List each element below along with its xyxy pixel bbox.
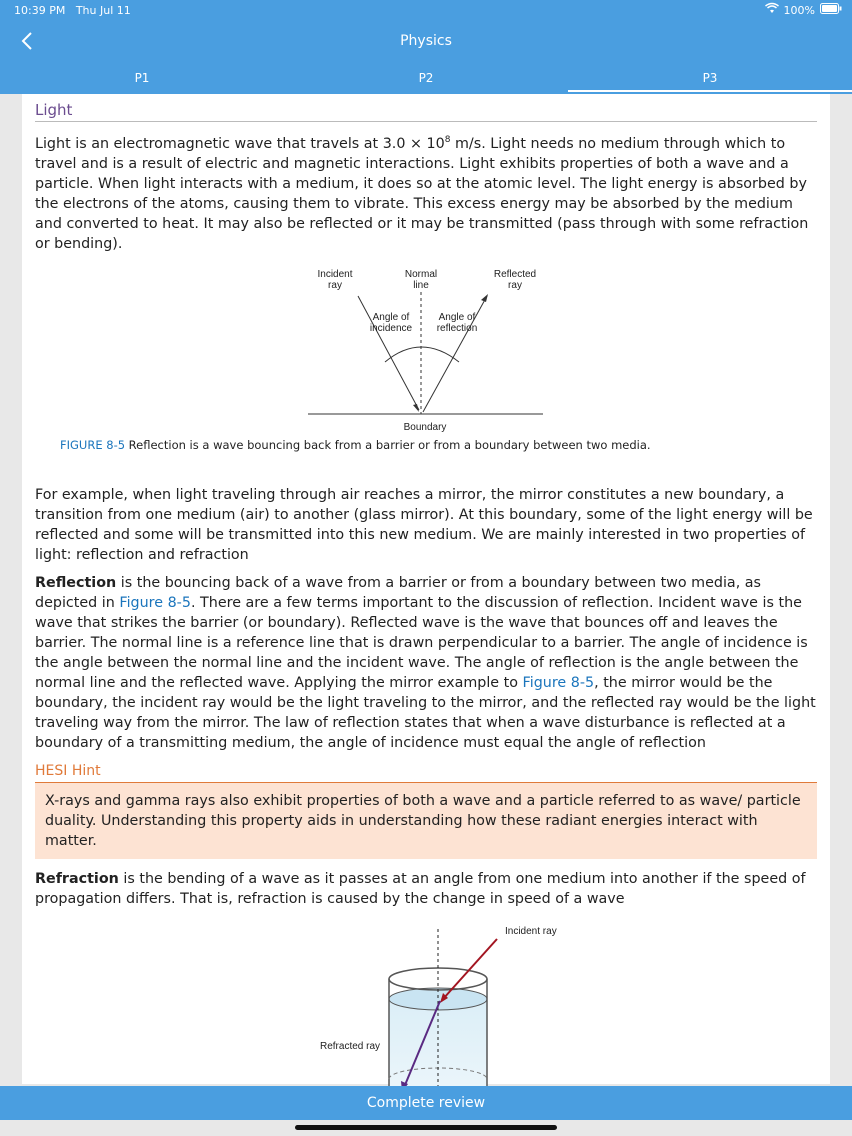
wifi-icon: [765, 3, 779, 17]
paragraph-refraction: Refraction is the bending of a wave as it passes at an angle from one medium into another if the speed of propagation differs. That is, refraction is caused by the change in speed of a wave: [35, 870, 806, 907]
status-right: [765, 3, 842, 17]
tab-bar: [0, 64, 852, 94]
content-pane[interactable]: [22, 94, 830, 1084]
article: [22, 94, 830, 1117]
refracted-ray-label: Refracted ray: [320, 1040, 381, 1052]
battery-icon: [820, 3, 842, 17]
figure-link[interactable]: Figure 8-5: [119, 594, 191, 611]
figure-caption: FIGURE 8-5 Reflection is a wave bouncing back from a barrier or from a boundary between two media.: [60, 437, 651, 452]
status-time: 10:39 PM Thu Jul 11: [14, 4, 131, 17]
paragraph-example: For example, when light traveling through air reaches a mirror, the mirror constitutes a new boundary, a transition from one medium (air) to another (glass mirror). At this boundary, some of the light energy will be reflected and some will be transmitted into this new medium. We are mainly interested in two properties of light: reflection and refraction: [35, 486, 813, 563]
home-indicator: [295, 1125, 557, 1130]
section-title: Light: [35, 100, 817, 122]
figure-link[interactable]: Figure 8-5: [522, 674, 595, 691]
paragraph-reflection: Reflection is the bouncing back of a wave from a barrier or from a boundary between two media, as depicted in Figure 8-5. There are a few terms important to the discussion of reflection. Incident wave is the wave that strikes the barrier (or boundary). Reflected wave is the wave that bounces off and leaves the barrier. The normal line is a reference line that is drawn perpendicular to a barrier. The angle of incidence is the angle between the normal line and the incident wave. The angle of reflection is the angle between the normal line and the reflected wave. Applying the mirror example to Figure 8-5, the mirror would be the boundary, the incident ray would be the light traveling to the mirror, and the reflected ray would be the light traveling way from the mirror. The law of reflection states that when a wave disturbance is reflected at a boundary of a transmitting medium, the angle of incidence must equal the angle of reflection: [35, 574, 816, 751]
reflection-diagram: [35, 262, 843, 433]
incident-ray-label: Incident ray: [317, 268, 353, 291]
page-title: Physics: [400, 33, 452, 49]
hint-title: HESI Hint: [35, 761, 817, 783]
angle-incidence-label: Angle of incidence: [369, 311, 413, 334]
normal-line-label: Normal line: [404, 268, 438, 291]
hint-box: X-rays and gamma rays also exhibit properties of both a wave and a particle referred to as wave/ particle duality. Understanding this property aids in understanding how these radiant energies interact with matter.: [35, 783, 817, 859]
paragraph-light: Light is an electromagnetic wave that travels at $3.0 \times 10^8$ m/s. Light needs no medium through which to travel and is a result of electric and magnetic interactions. Light exhibits properties of both a wave and a particle. When light interacts with a medium, it does so at the atomic level. The light energy is absorbed by the electrons of the atoms, causing them to vibrate. This excess energy may be absorbed by the medium and converted to heat. It may also be reflected or it may be transmitted (pass through with some refraction or bending).: [35, 135, 809, 252]
status-bar: [0, 0, 852, 20]
tab-p3[interactable]: P3: [568, 64, 852, 94]
tab-p2[interactable]: P2: [418, 71, 434, 85]
figure-reflection: [35, 262, 843, 433]
tab-p1[interactable]: P1: [134, 71, 150, 85]
boundary-label: Boundary: [403, 421, 447, 433]
reflected-ray-label: Reflected ray: [493, 268, 537, 291]
battery-percent: 100%: [783, 3, 815, 17]
nav-bar: [0, 20, 852, 64]
incident-ray-label: Incident ray: [505, 925, 557, 937]
complete-review-button[interactable]: Complete review: [0, 1086, 852, 1120]
angle-reflection-label: Angle of reflection: [436, 311, 478, 334]
